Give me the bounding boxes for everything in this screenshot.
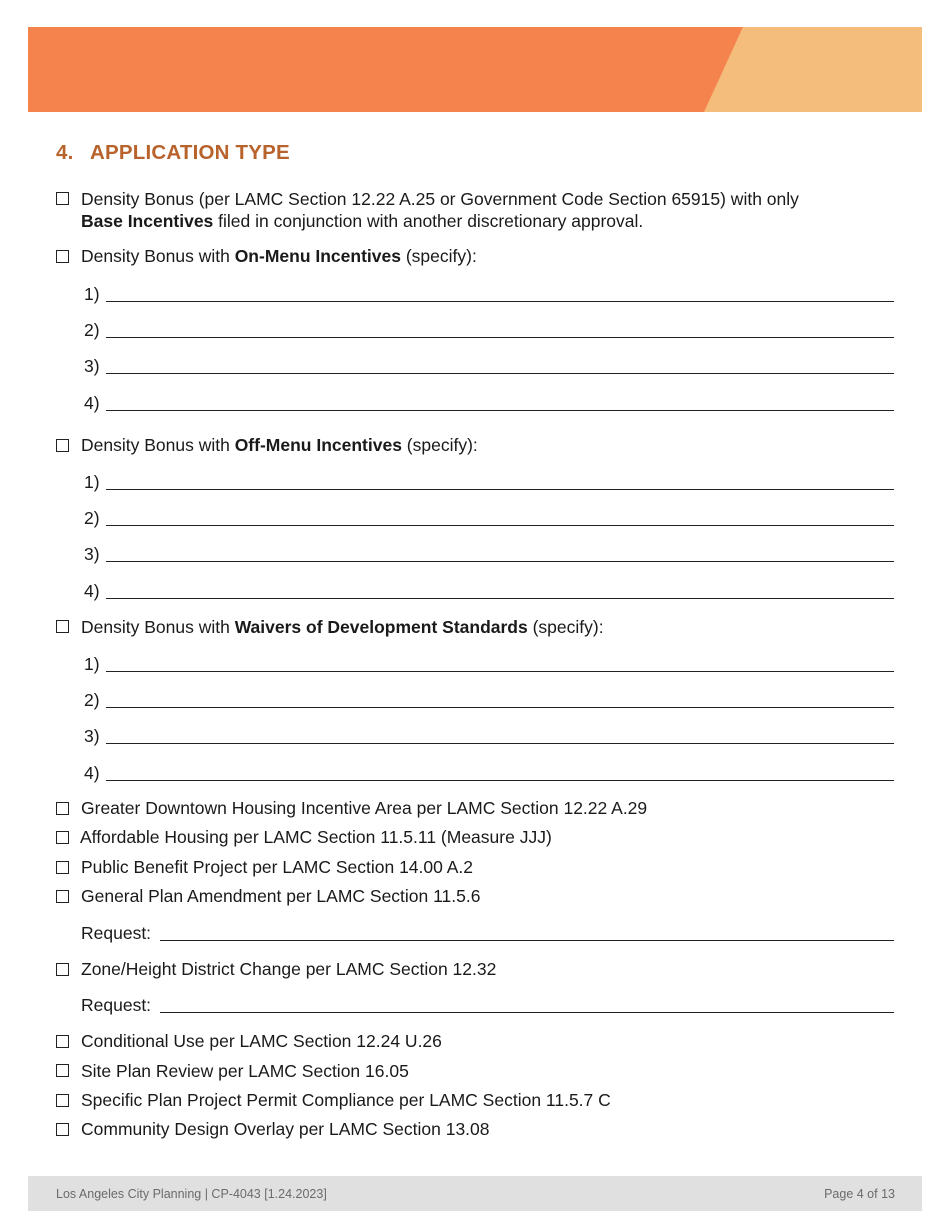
header-banner <box>28 27 922 112</box>
option-public-benefit: Public Benefit Project per LAMC Section 14.00 A.2 <box>81 857 474 877</box>
option-text: Density Bonus with <box>81 435 235 455</box>
checkbox-general-plan-amendment[interactable] <box>56 890 69 903</box>
option-bold-text: Base Incentives <box>81 211 214 231</box>
checkbox-on-menu-incentives[interactable] <box>56 250 69 263</box>
off-menu-line-1 <box>84 471 894 493</box>
line-number: 1) <box>84 284 100 304</box>
line-number: 1) <box>84 654 100 674</box>
checkbox-waivers[interactable] <box>56 620 69 633</box>
line-number: 2) <box>84 690 100 710</box>
section-number: 4. <box>56 141 74 164</box>
page-footer <box>28 1176 922 1211</box>
option-conditional-use: Conditional Use per LAMC Section 12.24 U.26 <box>81 1031 442 1051</box>
option-community-design-overlay: Community Design Overlay per LAMC Section 13.08 <box>81 1119 490 1139</box>
off-menu-input-1[interactable] <box>106 489 894 490</box>
checkbox-affordable-housing[interactable] <box>56 831 69 844</box>
footer-form-id: Los Angeles City Planning | CP-4043 [1.24.2023] <box>56 1187 327 1201</box>
on-menu-input-2[interactable] <box>106 337 894 338</box>
footer-page-number: Page 4 of 13 <box>824 1187 895 1201</box>
line-number: 2) <box>84 508 100 528</box>
line-number: 4) <box>84 581 100 601</box>
checkbox-conditional-use[interactable] <box>56 1035 69 1048</box>
checkbox-zone-change[interactable] <box>56 963 69 976</box>
option-site-plan-review: Site Plan Review per LAMC Section 16.05 <box>81 1061 409 1081</box>
option-text: Density Bonus with <box>81 617 235 637</box>
checkbox-public-benefit[interactable] <box>56 861 69 874</box>
request-label: Request: <box>81 923 152 943</box>
on-menu-input-3[interactable] <box>106 373 894 374</box>
waivers-input-2[interactable] <box>106 707 894 708</box>
option-general-plan-amendment: General Plan Amendment per LAMC Section 11.5.6 <box>81 886 481 906</box>
waivers-input-1[interactable] <box>106 671 894 672</box>
option-bold-text: Waivers of Development Standards <box>234 617 528 637</box>
option-text: (specify): <box>400 246 477 266</box>
option-specific-plan: Specific Plan Project Permit Compliance per LAMC Section 11.5.7 C <box>81 1090 611 1110</box>
zone-change-request-input[interactable] <box>160 1012 894 1013</box>
on-menu-input-1[interactable] <box>106 301 894 302</box>
zone-change-request-row <box>81 994 894 1016</box>
waivers-line-2 <box>84 689 894 711</box>
option-density-bonus-base <box>81 188 799 232</box>
waivers-input-4[interactable] <box>106 780 894 781</box>
waivers-line-1 <box>84 653 894 675</box>
option-density-bonus-base-line2 <box>81 210 799 232</box>
section-title-text: APPLICATION TYPE <box>90 141 290 164</box>
option-density-bonus-base-line1: Density Bonus (per LAMC Section 12.22 A.25 or Government Code Section 65915) with only <box>81 189 799 209</box>
checkbox-site-plan-review[interactable] <box>56 1064 69 1077</box>
on-menu-input-4[interactable] <box>106 410 894 411</box>
option-off-menu-incentives <box>81 434 478 456</box>
waivers-line-4 <box>84 762 894 784</box>
option-affordable-housing: Affordable Housing per LAMC Section 11.5.11 (Measure JJJ) <box>80 827 552 847</box>
option-bold-text: Off-Menu Incentives <box>234 435 402 455</box>
off-menu-line-4 <box>84 580 894 602</box>
line-number: 2) <box>84 320 100 340</box>
option-text: (specify): <box>527 617 604 637</box>
option-text: filed in conjunction with another discretionary approval. <box>213 211 644 231</box>
gpa-request-input[interactable] <box>160 940 894 941</box>
section-title <box>56 141 290 165</box>
on-menu-line-4 <box>84 392 894 414</box>
off-menu-line-3 <box>84 543 894 565</box>
option-text: Density Bonus with <box>81 246 235 266</box>
on-menu-line-2 <box>84 319 894 341</box>
waivers-line-3 <box>84 725 894 747</box>
line-number: 3) <box>84 356 100 376</box>
option-text: (specify): <box>401 435 478 455</box>
banner-accent-shape <box>28 27 922 112</box>
checkbox-off-menu-incentives[interactable] <box>56 439 69 452</box>
option-zone-change: Zone/Height District Change per LAMC Section 12.32 <box>81 959 497 979</box>
checkbox-community-design-overlay[interactable] <box>56 1123 69 1136</box>
line-number: 4) <box>84 763 100 783</box>
gpa-request-row <box>81 922 894 944</box>
line-number: 3) <box>84 544 100 564</box>
option-waivers <box>81 616 604 638</box>
off-menu-line-2 <box>84 507 894 529</box>
request-label: Request: <box>81 995 152 1015</box>
line-number: 3) <box>84 726 100 746</box>
option-bold-text: On-Menu Incentives <box>234 246 401 266</box>
line-number: 4) <box>84 393 100 413</box>
line-number: 1) <box>84 472 100 492</box>
on-menu-line-1 <box>84 283 894 305</box>
option-on-menu-incentives <box>81 245 477 267</box>
checkbox-density-bonus-base[interactable] <box>56 192 69 205</box>
off-menu-input-4[interactable] <box>106 598 894 599</box>
on-menu-line-3 <box>84 355 894 377</box>
checkbox-specific-plan[interactable] <box>56 1094 69 1107</box>
checkbox-greater-downtown[interactable] <box>56 802 69 815</box>
off-menu-input-2[interactable] <box>106 525 894 526</box>
waivers-input-3[interactable] <box>106 743 894 744</box>
off-menu-input-3[interactable] <box>106 561 894 562</box>
option-greater-downtown: Greater Downtown Housing Incentive Area per LAMC Section 12.22 A.29 <box>81 798 648 818</box>
